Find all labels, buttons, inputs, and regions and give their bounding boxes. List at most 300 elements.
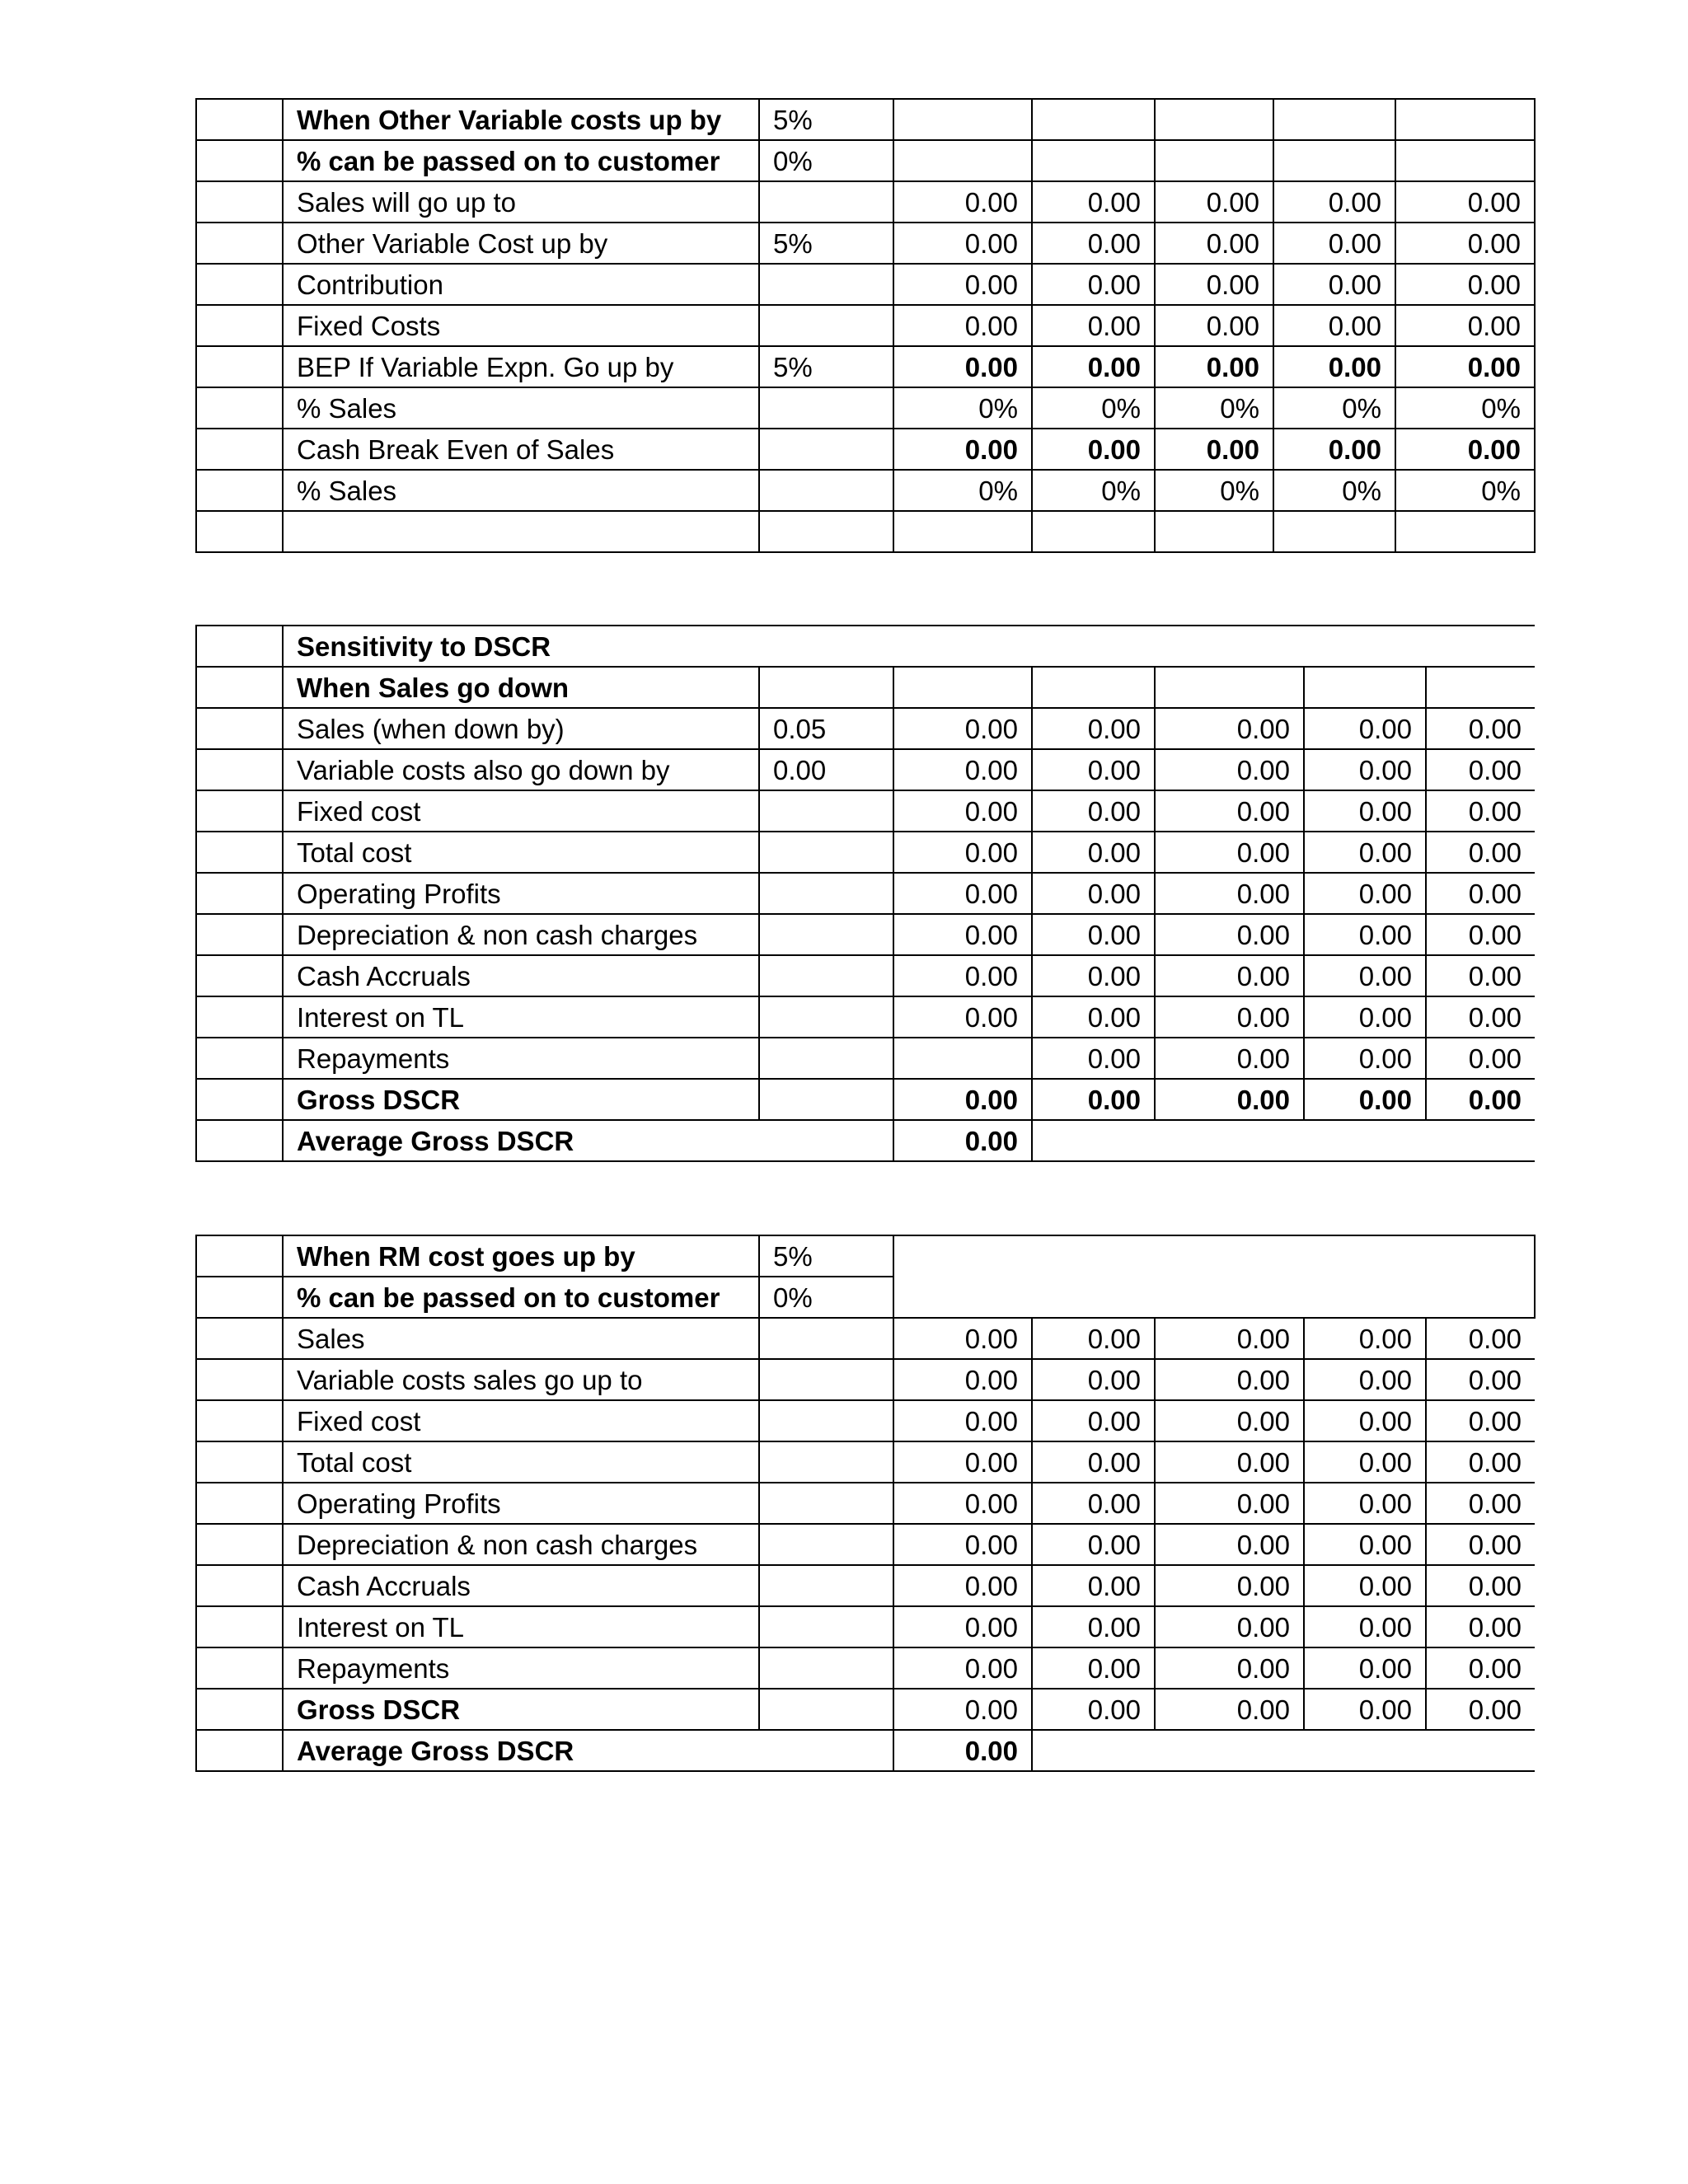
row-label: Sales (283, 1318, 759, 1359)
value-cell: 0.00 (1032, 1441, 1155, 1483)
row-parameter (759, 264, 893, 305)
value-cell: 0.00 (1155, 955, 1304, 996)
row-label: Gross DSCR (283, 1079, 759, 1120)
average-label: Average Gross DSCR (283, 1120, 893, 1161)
row-parameter (759, 1079, 893, 1120)
value-cell: 0.00 (1032, 1359, 1155, 1400)
row-parameter (759, 1689, 893, 1730)
row-label: Other Variable Cost up by (283, 223, 759, 264)
row-parameter (759, 511, 893, 552)
row-index-cell (196, 1606, 283, 1647)
average-value: 0.00 (893, 1730, 1032, 1771)
value-cell: 0.00 (1426, 914, 1535, 955)
row-index-cell (196, 1400, 283, 1441)
value-cell: 0.00 (1273, 181, 1395, 223)
value-cell: 0.00 (1304, 873, 1426, 914)
row-parameter (759, 1524, 893, 1565)
value-cell: 0.00 (1155, 429, 1273, 470)
value-cell: 0.00 (1304, 914, 1426, 955)
value-cell: 0.00 (893, 708, 1032, 749)
value-cell: 0.00 (1304, 1038, 1426, 1079)
row-index-cell (196, 140, 283, 181)
value-cell: 0.00 (1426, 1689, 1535, 1730)
value-cell: 0.00 (893, 996, 1032, 1038)
row-index-cell (196, 708, 283, 749)
value-cell: 0.00 (893, 1689, 1032, 1730)
value-cell: 0.00 (1155, 264, 1273, 305)
value-cell: 0.00 (1395, 346, 1535, 387)
table-row (196, 140, 1535, 181)
table-row (196, 708, 1535, 749)
row-parameter (759, 1606, 893, 1647)
value-cell: 0.00 (1304, 996, 1426, 1038)
row-parameter (759, 1441, 893, 1483)
value-cell: 0.00 (1155, 996, 1304, 1038)
value-cell (893, 99, 1032, 140)
row-parameter (759, 996, 893, 1038)
table-row (196, 223, 1535, 264)
table-row (196, 1359, 1535, 1400)
value-cell: 0.00 (1155, 1483, 1304, 1524)
table-row (196, 1235, 1535, 1277)
row-parameter (759, 1359, 893, 1400)
row-label: Fixed cost (283, 1400, 759, 1441)
value-cell: 0.00 (1032, 1565, 1155, 1606)
value-cell (1426, 667, 1535, 708)
value-cell (893, 1038, 1032, 1079)
value-cell: 0.00 (1304, 1524, 1426, 1565)
row-label: Repayments (283, 1038, 759, 1079)
value-cell: 0.00 (1426, 1606, 1535, 1647)
row-parameter (759, 1483, 893, 1524)
value-cell: 0.00 (1032, 1318, 1155, 1359)
value-cell: 0.00 (1032, 1606, 1155, 1647)
value-cell: 0.00 (1426, 708, 1535, 749)
value-cell: 0.00 (1032, 914, 1155, 955)
value-cell: 0.00 (1155, 223, 1273, 264)
row-label: Fixed Costs (283, 305, 759, 346)
value-cell: 0.00 (1155, 346, 1273, 387)
table-row (196, 1120, 1535, 1161)
value-cell: 0.00 (893, 181, 1032, 223)
value-cell: 0.00 (1304, 1606, 1426, 1647)
row-label: Sales will go up to (283, 181, 759, 223)
value-cell (893, 140, 1032, 181)
row-index-cell (196, 264, 283, 305)
row-label: % Sales (283, 470, 759, 511)
table-row (196, 429, 1535, 470)
row-index-cell (196, 955, 283, 996)
table-row (196, 790, 1535, 832)
row-index-cell (196, 832, 283, 873)
table-row (196, 955, 1535, 996)
value-cell: 0.00 (1155, 873, 1304, 914)
value-cell (1395, 140, 1535, 181)
row-label: Fixed cost (283, 790, 759, 832)
value-cell: 0.00 (1304, 1689, 1426, 1730)
row-index-cell (196, 429, 283, 470)
value-cell: 0% (1032, 470, 1155, 511)
table-row (196, 626, 1535, 667)
row-parameter: 5% (759, 223, 893, 264)
table-row (196, 667, 1535, 708)
value-cell: 0.00 (893, 1441, 1032, 1483)
table-row (196, 914, 1535, 955)
value-cell: 0.00 (893, 346, 1032, 387)
value-cell: 0.00 (1304, 832, 1426, 873)
row-label: BEP If Variable Expn. Go up by (283, 346, 759, 387)
row-parameter (759, 1565, 893, 1606)
value-cell (1032, 667, 1155, 708)
row-index-cell (196, 914, 283, 955)
value-cell: 0.00 (1155, 749, 1304, 790)
value-cell: 0.00 (1426, 1565, 1535, 1606)
value-cell: 0.00 (1426, 1359, 1535, 1400)
value-cell: 0.00 (893, 305, 1032, 346)
row-index-cell (196, 626, 283, 667)
value-cell: 0.00 (1155, 181, 1273, 223)
value-cell: 0.00 (1426, 996, 1535, 1038)
row-index-cell (196, 1318, 283, 1359)
table-row (196, 1318, 1535, 1359)
value-cell: 0.00 (1395, 305, 1535, 346)
row-label: Total cost (283, 832, 759, 873)
value-cell: 0.00 (1395, 429, 1535, 470)
value-cell: 0.00 (1426, 790, 1535, 832)
value-cell: 0.00 (1426, 1318, 1535, 1359)
row-label: Contribution (283, 264, 759, 305)
table-row (196, 181, 1535, 223)
row-parameter: 0% (759, 140, 893, 181)
value-cell: 0.00 (1032, 1038, 1155, 1079)
row-label: % can be passed on to customer (283, 1277, 759, 1318)
value-cell: 0.00 (1155, 1689, 1304, 1730)
value-cell: 0% (893, 387, 1032, 429)
row-parameter (759, 387, 893, 429)
table-row (196, 1400, 1535, 1441)
section-title: Sensitivity to DSCR (283, 626, 1535, 667)
value-cell: 0.00 (1155, 790, 1304, 832)
value-cell: 0.00 (1032, 346, 1155, 387)
value-cell (1032, 140, 1155, 181)
row-parameter (759, 429, 893, 470)
value-cell: 0.00 (1273, 223, 1395, 264)
table-row (196, 996, 1535, 1038)
value-cell: 0.00 (1304, 1359, 1426, 1400)
row-index-cell (196, 346, 283, 387)
value-cell: 0.00 (1032, 223, 1155, 264)
value-cell: 0.00 (1426, 832, 1535, 873)
table-row (196, 873, 1535, 914)
value-cell: 0.00 (1032, 873, 1155, 914)
value-cell (1273, 99, 1395, 140)
value-cell: 0.00 (1304, 1565, 1426, 1606)
row-parameter (759, 305, 893, 346)
value-cell: 0.00 (1032, 1400, 1155, 1441)
table-row (196, 832, 1535, 873)
row-index-cell (196, 1441, 283, 1483)
table-row (196, 1038, 1535, 1079)
row-label: Gross DSCR (283, 1689, 759, 1730)
row-label: Sales (when down by) (283, 708, 759, 749)
row-index-cell (196, 1120, 283, 1161)
row-index-cell (196, 1277, 283, 1318)
value-cell: 0.00 (1395, 223, 1535, 264)
value-cell (893, 511, 1032, 552)
value-cell: 0% (1032, 387, 1155, 429)
value-cell: 0.00 (1304, 1079, 1426, 1120)
row-label: Total cost (283, 1441, 759, 1483)
value-cell: 0.00 (1395, 264, 1535, 305)
row-index-cell (196, 790, 283, 832)
value-cell: 0.00 (1426, 873, 1535, 914)
value-cell: 0.00 (1273, 429, 1395, 470)
value-cell: 0.00 (1304, 955, 1426, 996)
value-cell: 0.00 (1155, 1400, 1304, 1441)
value-cell (1273, 511, 1395, 552)
row-parameter: 5% (759, 346, 893, 387)
value-cell (1395, 511, 1535, 552)
table-row (196, 749, 1535, 790)
value-cell: 0.00 (893, 1359, 1032, 1400)
table-row (196, 264, 1535, 305)
row-index-cell (196, 749, 283, 790)
value-cell: 0.00 (1304, 1483, 1426, 1524)
row-label: % Sales (283, 387, 759, 429)
row-index-cell (196, 1689, 283, 1730)
row-parameter: 0% (759, 1277, 893, 1318)
table-row (196, 1730, 1535, 1771)
value-cell: 0.00 (1304, 749, 1426, 790)
row-parameter (759, 955, 893, 996)
table-row (196, 346, 1535, 387)
value-cell: 0% (1155, 470, 1273, 511)
value-cell: 0.00 (893, 873, 1032, 914)
table-row (196, 1565, 1535, 1606)
value-cell: 0.00 (1155, 1079, 1304, 1120)
rm-cost-table (195, 1235, 1536, 1772)
value-cell: 0.00 (893, 955, 1032, 996)
table-row (196, 387, 1535, 429)
row-index-cell (196, 1647, 283, 1689)
value-cell: 0.00 (893, 1565, 1032, 1606)
average-label: Average Gross DSCR (283, 1730, 893, 1771)
value-cell: 0.00 (1426, 1038, 1535, 1079)
row-parameter (759, 832, 893, 873)
value-cell (1032, 511, 1155, 552)
row-index-cell (196, 1038, 283, 1079)
value-cell: 0.00 (1155, 1647, 1304, 1689)
row-parameter (759, 1647, 893, 1689)
value-cell (1155, 140, 1273, 181)
value-cell: 0.00 (893, 1647, 1032, 1689)
row-index-cell (196, 873, 283, 914)
value-cell: 0.00 (1155, 1359, 1304, 1400)
row-parameter (759, 1400, 893, 1441)
value-cell: 0.00 (1273, 264, 1395, 305)
value-cell: 0.00 (1304, 1441, 1426, 1483)
row-index-cell (196, 1359, 283, 1400)
value-cell: 0.00 (1032, 305, 1155, 346)
row-index-cell (196, 1524, 283, 1565)
value-cell: 0.00 (1155, 1524, 1304, 1565)
row-index-cell (196, 996, 283, 1038)
table-row (196, 99, 1535, 140)
row-label: When Sales go down (283, 667, 759, 708)
value-cell: 0.00 (1395, 181, 1535, 223)
row-label: Variable costs sales go up to (283, 1359, 759, 1400)
value-cell: 0.00 (1032, 708, 1155, 749)
value-cell: 0.00 (1304, 1400, 1426, 1441)
value-cell: 0.00 (1032, 955, 1155, 996)
value-cell: 0.00 (1304, 790, 1426, 832)
value-cell (1395, 99, 1535, 140)
value-cell: 0% (1155, 387, 1273, 429)
row-parameter (759, 790, 893, 832)
value-cell: 0.00 (893, 790, 1032, 832)
value-cell: 0.00 (1426, 1524, 1535, 1565)
value-cell: 0.00 (1273, 305, 1395, 346)
value-cell: 0.00 (893, 1318, 1032, 1359)
row-label: % can be passed on to customer (283, 140, 759, 181)
row-label: Interest on TL (283, 996, 759, 1038)
row-index-cell (196, 1235, 283, 1277)
value-cell: 0.00 (1426, 1483, 1535, 1524)
value-cell: 0.00 (1032, 1647, 1155, 1689)
table-row (196, 511, 1535, 552)
row-index-cell (196, 305, 283, 346)
value-cell: 0.00 (1032, 790, 1155, 832)
row-label: Cash Accruals (283, 1565, 759, 1606)
value-cell: 0.00 (1032, 429, 1155, 470)
row-parameter (759, 181, 893, 223)
row-label: Repayments (283, 1647, 759, 1689)
table-row (196, 1606, 1535, 1647)
value-cell: 0.00 (1155, 1606, 1304, 1647)
table-row (196, 1441, 1535, 1483)
value-cell: 0.00 (1155, 1441, 1304, 1483)
value-cell: 0.00 (1304, 708, 1426, 749)
row-parameter (759, 667, 893, 708)
value-cell: 0.00 (1155, 832, 1304, 873)
value-cell: 0.00 (893, 1400, 1032, 1441)
row-label: When Other Variable costs up by (283, 99, 759, 140)
value-cell: 0% (893, 470, 1032, 511)
table-row (196, 305, 1535, 346)
value-cell (1155, 667, 1304, 708)
row-parameter: 0.00 (759, 749, 893, 790)
row-parameter (759, 1318, 893, 1359)
table-row (196, 1483, 1535, 1524)
table-row (196, 1647, 1535, 1689)
value-cell: 0.00 (1426, 1647, 1535, 1689)
row-parameter: 0.05 (759, 708, 893, 749)
row-index-cell (196, 387, 283, 429)
row-index-cell (196, 1730, 283, 1771)
row-index-cell (196, 223, 283, 264)
value-cell: 0.00 (1032, 1483, 1155, 1524)
value-cell (1155, 511, 1273, 552)
row-label: Cash Accruals (283, 955, 759, 996)
value-cell: 0.00 (893, 1079, 1032, 1120)
value-cell: 0.00 (1304, 1318, 1426, 1359)
value-cell: 0.00 (1426, 1441, 1535, 1483)
row-index-cell (196, 667, 283, 708)
value-cell: 0.00 (1032, 181, 1155, 223)
value-cell (1273, 140, 1395, 181)
value-cell (893, 667, 1032, 708)
value-cell: 0.00 (893, 832, 1032, 873)
row-label: Operating Profits (283, 873, 759, 914)
value-cell: 0.00 (893, 1606, 1032, 1647)
value-cell: 0.00 (893, 429, 1032, 470)
row-label: Cash Break Even of Sales (283, 429, 759, 470)
row-label: Depreciation & non cash charges (283, 914, 759, 955)
value-cell: 0.00 (1032, 1079, 1155, 1120)
value-cell: 0.00 (1155, 1565, 1304, 1606)
value-cell: 0.00 (1273, 346, 1395, 387)
row-parameter: 5% (759, 1235, 893, 1277)
value-cell: 0.00 (893, 1483, 1032, 1524)
value-cell (1155, 99, 1273, 140)
empty-cell (1032, 1120, 1535, 1161)
average-value: 0.00 (893, 1120, 1032, 1161)
value-cell (1304, 667, 1426, 708)
dscr-sales-down-table (195, 625, 1535, 1162)
value-cell: 0.00 (1032, 749, 1155, 790)
value-cell (1032, 99, 1155, 140)
merged-header-cell (893, 1235, 1535, 1318)
value-cell: 0.00 (1426, 1079, 1535, 1120)
row-index-cell (196, 1565, 283, 1606)
value-cell: 0.00 (893, 749, 1032, 790)
row-index-cell (196, 511, 283, 552)
row-parameter: 5% (759, 99, 893, 140)
row-index-cell (196, 470, 283, 511)
value-cell: 0.00 (1155, 1038, 1304, 1079)
table-row (196, 1524, 1535, 1565)
row-parameter (759, 873, 893, 914)
value-cell: 0.00 (1032, 832, 1155, 873)
row-index-cell (196, 1483, 283, 1524)
row-label: Variable costs also go down by (283, 749, 759, 790)
empty-cell (1032, 1730, 1535, 1771)
other-variable-cost-table (195, 98, 1536, 553)
value-cell: 0.00 (1304, 1647, 1426, 1689)
row-label: Depreciation & non cash charges (283, 1524, 759, 1565)
row-parameter (759, 1038, 893, 1079)
value-cell: 0.00 (1426, 749, 1535, 790)
row-label: Operating Profits (283, 1483, 759, 1524)
row-label (283, 511, 759, 552)
row-label: Interest on TL (283, 1606, 759, 1647)
value-cell: 0.00 (893, 914, 1032, 955)
value-cell: 0.00 (1032, 264, 1155, 305)
value-cell: 0.00 (1155, 305, 1273, 346)
value-cell: 0.00 (893, 223, 1032, 264)
value-cell: 0% (1273, 387, 1395, 429)
row-index-cell (196, 181, 283, 223)
value-cell: 0.00 (1155, 708, 1304, 749)
value-cell: 0.00 (1426, 1400, 1535, 1441)
value-cell: 0.00 (893, 1524, 1032, 1565)
table-row (196, 1689, 1535, 1730)
value-cell: 0.00 (1155, 914, 1304, 955)
value-cell: 0.00 (1032, 1689, 1155, 1730)
row-parameter (759, 470, 893, 511)
row-label: When RM cost goes up by (283, 1235, 759, 1277)
value-cell: 0% (1395, 470, 1535, 511)
